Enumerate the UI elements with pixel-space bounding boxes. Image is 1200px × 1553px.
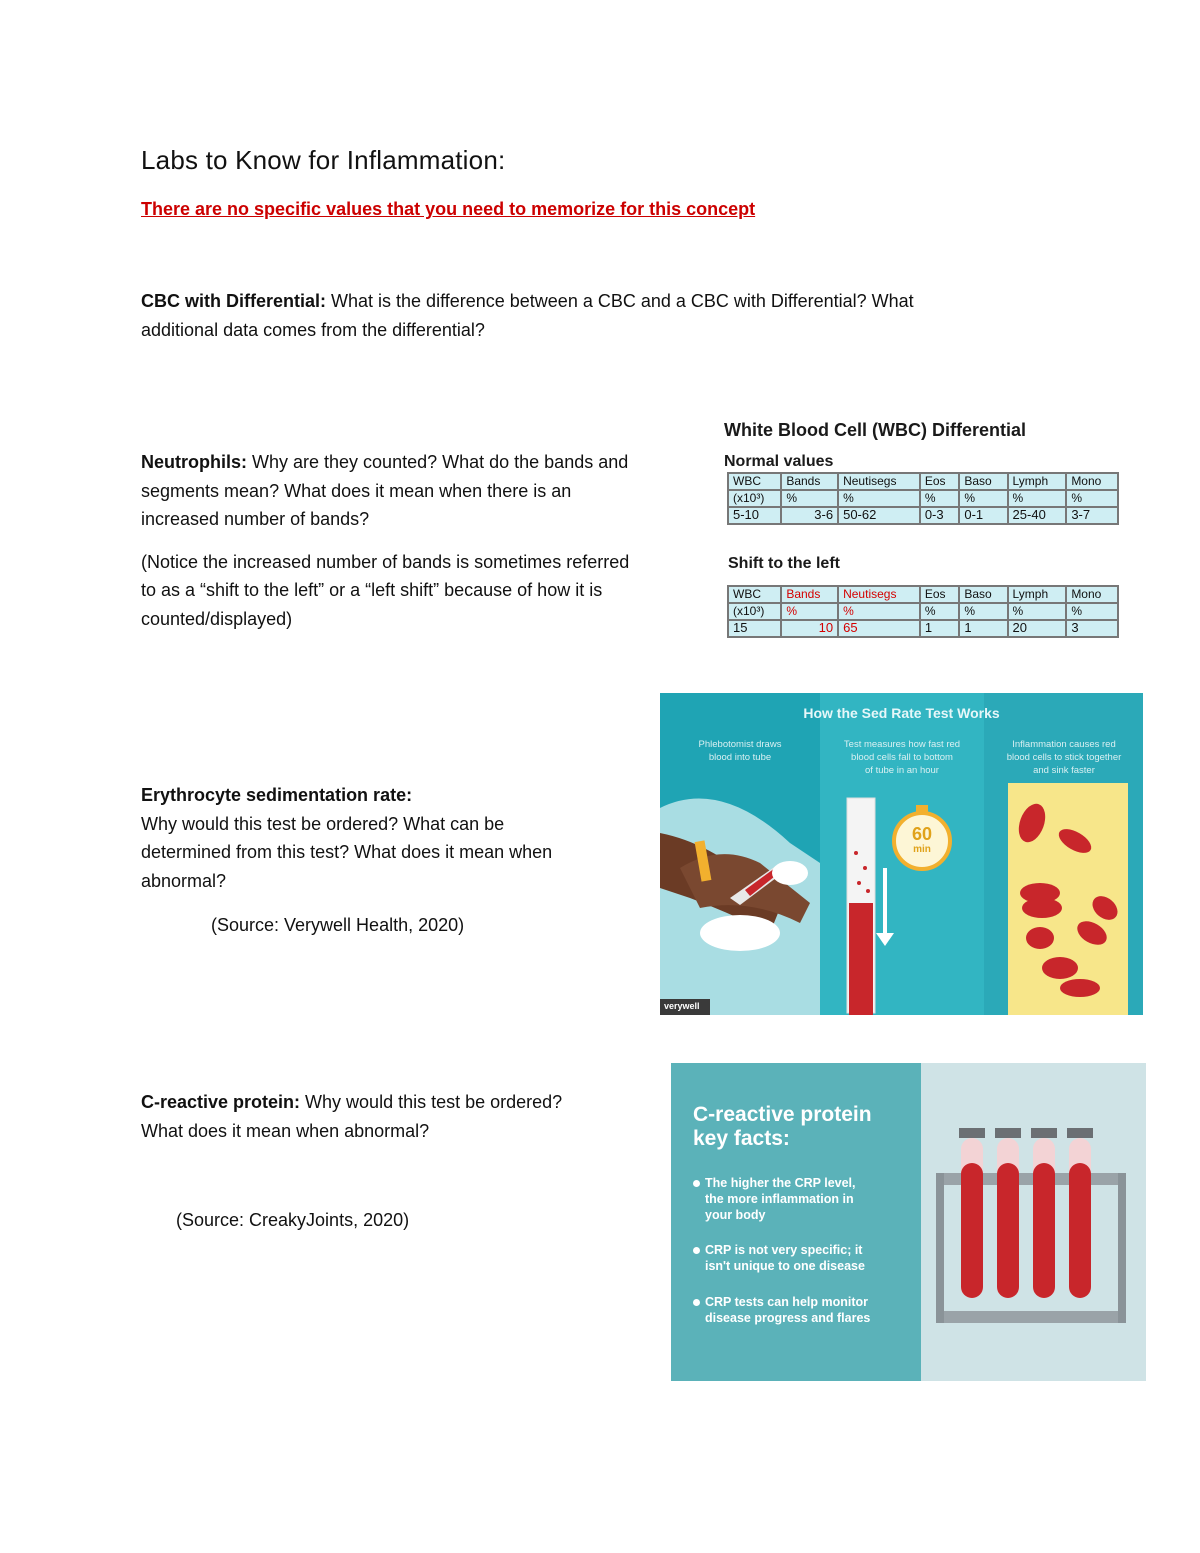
crp-label: C-reactive protein:: [141, 1092, 301, 1112]
bullet-dot-icon: [693, 1247, 700, 1254]
wbc-value: 15: [728, 620, 781, 637]
wbc-value: 20: [1008, 620, 1067, 637]
esr-line-1: Why would this test be ordered? What can be: [141, 813, 505, 834]
crp-bullet-1: [693, 1175, 915, 1223]
wbc-header: WBC: [728, 473, 781, 490]
wbc-normal-label: Normal values: [724, 453, 834, 470]
wbc-unit: %: [1008, 490, 1067, 507]
wbc-header: Baso: [959, 586, 1007, 603]
wbc-unit: %: [1066, 603, 1118, 620]
bullet-dot-icon: [693, 1299, 700, 1306]
wbc-value: 0-1: [959, 507, 1007, 524]
wbc-unit: %: [959, 490, 1007, 507]
wbc-header: Baso: [959, 473, 1007, 490]
crp-bullet-2b: isn't unique to one disease: [705, 1259, 865, 1273]
page-title: Labs to Know for Inflammation:: [141, 145, 506, 175]
wbc-differential-figure: [722, 418, 1122, 638]
crp-bullet-3: [693, 1294, 915, 1326]
neutrophils-section: [141, 448, 701, 633]
wbc-figure-title: White Blood Cell (WBC) Differential: [724, 420, 1026, 440]
cbc-section: [141, 287, 1021, 344]
wbc-unit-row: [728, 490, 1118, 507]
neutrophils-label: Neutrophils:: [141, 452, 247, 472]
cbc-question-1: What is the difference between a CBC and a CBC with Differential? What: [326, 291, 914, 311]
test-tube: [1067, 1128, 1093, 1298]
crp-heading-1: C-reactive protein: [693, 1103, 872, 1126]
test-tube: [1031, 1128, 1057, 1298]
esr-label: Erythrocyte sedimentation rate:: [141, 785, 413, 805]
sed-caption-3c: and sink faster: [1033, 765, 1095, 776]
neutrophils-note-1: (Notice the increased number of bands is sometimes referred: [141, 551, 630, 572]
neutrophils-line-2: segments mean? What does it mean when there is an: [141, 480, 572, 501]
wbc-unit: %: [781, 490, 838, 507]
crp-heading-2: key facts:: [693, 1127, 790, 1150]
cbc-question-2: additional data comes from the differential?: [141, 319, 485, 340]
wbc-unit: %: [1066, 490, 1118, 507]
sed-caption-2a: Test measures how fast red: [843, 739, 961, 750]
crp-source: (Source: CreakyJoints, 2020): [176, 1210, 410, 1230]
neutrophils-note-3: counted/displayed): [141, 608, 293, 629]
crp-line-1: Why would this test be ordered?: [300, 1092, 563, 1112]
wbc-normal-table: [727, 472, 1119, 525]
cbc-label: CBC with Differential:: [141, 291, 327, 311]
sed-tube-blood: [849, 903, 873, 1015]
wbc-unit: %: [920, 603, 960, 620]
wbc-unit: %: [1008, 603, 1067, 620]
esr-line-3: abnormal?: [141, 870, 227, 891]
wbc-shift-row: [728, 620, 1118, 637]
sed-caption-3: [986, 738, 1142, 777]
wbc-header: Eos: [920, 473, 960, 490]
sed-caption-3b: blood cells to stick together: [1006, 752, 1122, 763]
neutrophils-line-3: increased number of bands?: [141, 509, 370, 529]
crp-heading: [693, 1103, 872, 1151]
wbc-header-row: [728, 473, 1118, 490]
sed-caption-1: [670, 738, 810, 764]
crp-bullet-2a: CRP is not very specific; it: [705, 1243, 863, 1257]
wbc-value: 50-62: [838, 507, 920, 524]
test-tube: [959, 1128, 985, 1298]
sed-caption-1a: Phlebotomist draws: [698, 739, 782, 750]
wbc-header: Mono: [1066, 473, 1118, 490]
crp-section: [141, 1088, 621, 1145]
wbc-unit: %: [781, 603, 838, 620]
wbc-shift-table: [727, 585, 1119, 638]
wbc-header: Neutisegs: [838, 586, 920, 603]
wbc-value: 65: [838, 620, 920, 637]
wbc-value: 0-3: [920, 507, 960, 524]
rack-bottom: [936, 1311, 1126, 1323]
wbc-value: 1: [920, 620, 960, 637]
wbc-value: 3-6: [781, 507, 838, 524]
wbc-unit: (x10³): [728, 603, 781, 620]
crp-bullet-3a: CRP tests can help monitor: [705, 1295, 868, 1309]
verywell-brand: verywell: [664, 1001, 700, 1011]
bullet-dot-icon: [693, 1180, 700, 1187]
timer-knob: [916, 805, 928, 813]
wbc-unit-row: [728, 603, 1118, 620]
wbc-header: Neutisegs: [838, 473, 920, 490]
crp-bullet-3b: disease progress and flares: [705, 1311, 871, 1325]
sed-caption-3a: Inflammation causes red: [1012, 739, 1116, 750]
wbc-value: 10: [781, 620, 838, 637]
crp-bullet-1b: the more inflammation in: [705, 1192, 854, 1206]
wbc-value: 5-10: [728, 507, 781, 524]
crp-line-2: What does it mean when abnormal?: [141, 1120, 430, 1141]
crp-bullet-2: [693, 1242, 915, 1274]
crp-bullet-1a: The higher the CRP level,: [705, 1176, 856, 1190]
neutrophils-note-2: to as a “shift to the left” or a “left shift” because of how it is: [141, 580, 603, 600]
timer-number: 60: [911, 824, 933, 844]
esr-source: (Source: Verywell Health, 2020): [211, 915, 465, 935]
wbc-header: Bands: [781, 473, 838, 490]
sed-caption-2: [822, 738, 982, 777]
crp-figure: [671, 1063, 1146, 1381]
test-tube: [995, 1128, 1021, 1298]
wbc-normal-row: [728, 507, 1118, 524]
sed-caption-2c: of tube in an hour: [865, 765, 939, 776]
wbc-unit: %: [920, 490, 960, 507]
wbc-shift-label: Shift to the left: [728, 555, 840, 572]
wbc-value: 3-7: [1066, 507, 1118, 524]
sed-caption-1b: blood into tube: [708, 752, 772, 763]
warning-note: There are no specific values that you need to memorize for this concept: [141, 199, 756, 219]
sed-caption-2b: blood cells fall to bottom: [851, 752, 953, 763]
neutrophils-line-1: Why are they counted? What do the bands and: [247, 452, 629, 472]
wbc-header: Lymph: [1008, 586, 1067, 603]
wbc-value: 1: [959, 620, 1007, 637]
esr-line-2: determined from this test? What does it mean when: [141, 842, 553, 862]
glove-hand: [772, 861, 808, 885]
wbc-header: Bands: [781, 586, 838, 603]
wbc-value: 25-40: [1008, 507, 1067, 524]
sed-rate-figure: [660, 693, 1143, 1015]
wbc-unit: (x10³): [728, 490, 781, 507]
crp-bullet-1c: your body: [705, 1208, 766, 1222]
esr-section: [141, 781, 621, 895]
wbc-unit: %: [838, 603, 920, 620]
wbc-unit: %: [838, 490, 920, 507]
wbc-unit: %: [959, 603, 1007, 620]
wbc-header: Lymph: [1008, 473, 1067, 490]
timer-unit: min: [913, 844, 931, 855]
sed-figure-title: How the Sed Rate Test Works: [803, 705, 1000, 721]
wbc-header: Eos: [920, 586, 960, 603]
wbc-value: 3: [1066, 620, 1118, 637]
glove-hand-2: [700, 915, 780, 951]
test-tubes-illustration: [921, 1063, 1146, 1381]
wbc-header-row: [728, 586, 1118, 603]
wbc-header: Mono: [1066, 586, 1118, 603]
wbc-header: WBC: [728, 586, 781, 603]
